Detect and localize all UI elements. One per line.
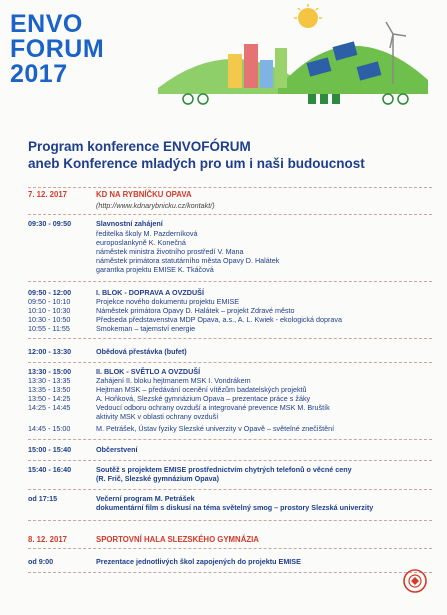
opening-speaker: ředitelka školy M. Pazderníková: [96, 229, 198, 238]
dashed-divider: [28, 572, 432, 573]
dashed-divider: [28, 548, 432, 549]
logo-line-1: ENVO: [10, 10, 83, 38]
agenda-item-text: A. Hoňková, Slezské gymnázium Opava – prezentace práce s žáky: [96, 394, 311, 403]
lunch-text: Obědová přestávka (bufet): [96, 347, 187, 356]
day2-text: Prezentace jednotlivých škol zapojených do projektu EMISE: [96, 557, 301, 566]
envoforum-logo: [10, 12, 104, 87]
block2-time: 13:30 - 15:00: [28, 367, 72, 376]
building-shape: [244, 44, 258, 88]
agenda-item-text: Zahájení II. bloku hejtmanem MSK I. Vondrákem: [96, 376, 251, 385]
opening-speaker: náměstek primátora statutárního města Opavy D. Halátek: [96, 256, 280, 265]
agenda-item-time: 13:50 - 14:25: [28, 394, 71, 403]
logo-line-3: 2017: [10, 60, 68, 88]
dashed-divider: [28, 187, 432, 188]
agenda-item-text: aktivity MSK v oblasti ochrany ovzduší: [96, 412, 219, 421]
dashed-divider: [28, 439, 432, 440]
agenda-item-text: Projekce nového dokumentu projektu EMISE: [96, 297, 240, 306]
day2-venue: SPORTOVNÍ HALA SLEZSKÉHO GYMNÁZIA: [96, 535, 259, 544]
contest-time: 15:40 - 16:40: [28, 465, 72, 474]
program-title: [28, 138, 428, 172]
dashed-divider: [28, 520, 432, 521]
building-shape: [260, 60, 273, 88]
building-shape: [228, 54, 242, 88]
evening-line-1: Večerní program M. Petrášek: [96, 494, 195, 503]
day1-link[interactable]: (http://www.kdnarybnicku.cz/kontakt/): [96, 201, 215, 210]
opening-speaker: náměstek ministra životního prostředí V. Mana: [96, 247, 244, 256]
round-seal-icon: [402, 568, 428, 594]
building-shape: [275, 48, 287, 88]
sun-icon: [298, 8, 318, 28]
opening-time: 09:30 - 09:50: [28, 219, 72, 228]
bicycle-icon: [383, 94, 393, 104]
day2-time: od 9:00: [28, 557, 54, 566]
agenda-item-time: 10:10 - 10:30: [28, 306, 71, 315]
dashed-divider: [28, 489, 432, 490]
agenda-item-text: Předseda představenstva MDP Opava, a.s., A. L. Kwiek - ekologická doprava: [96, 315, 342, 324]
bicycle-icon: [183, 94, 193, 104]
lunch-time: 12:00 - 13:30: [28, 347, 72, 356]
title-line-2: aneb Konference mladých pro um i naši budoucnost: [28, 156, 365, 171]
evening-time: od 17:15: [28, 494, 58, 503]
recycle-bin-icon: [320, 94, 328, 104]
agenda-item-time: 09:50 - 10:10: [28, 297, 71, 306]
opening-speaker: garantka projektu EMISE K. Tkáčová: [96, 265, 214, 274]
dashed-divider: [28, 362, 432, 363]
agenda-item-text: Hejtman MSK – předávání ocenění vítězům badatelských projektů: [96, 385, 307, 394]
title-line-1: Program konference ENVOFÓRUM: [28, 139, 251, 154]
contest-line-2: (R. Frič, Slezské gymnázium Opava): [96, 474, 220, 483]
dashed-divider: [28, 281, 432, 282]
dashed-divider: [28, 338, 432, 339]
day1-date: 7. 12. 2017: [28, 190, 68, 199]
evening-line-2: dokumentární film s diskusí na téma světelný smog – prostory Slezská univerzity: [96, 503, 374, 512]
agenda-item-text: Vedoucí odboru ochrany ovzduší a integrované prevence MSK M. Bruštík: [96, 403, 330, 412]
agenda-item-text: M. Petrášek, Ústav fyziky Slezské univerzity v Opavě – světelné znečištění: [96, 424, 335, 433]
contest-line-1: Soutěž s projektem EMISE prostřednictvím chytrých telefonů o věcné ceny: [96, 465, 352, 474]
agenda-item-time: 14:45 - 15:00: [28, 424, 71, 433]
agenda-item-time: 13:35 - 13:50: [28, 385, 71, 394]
day2-date: 8. 12. 2017: [28, 535, 68, 544]
recycle-bin-icon: [332, 94, 340, 104]
block1-heading: I. BLOK - DOPRAVA A OVZDUŠÍ: [96, 288, 204, 297]
agenda-item-time: 10:30 - 10:50: [28, 315, 71, 324]
agenda-item-time: 13:30 - 13:35: [28, 376, 71, 385]
logo-line-2: FORUM: [10, 35, 105, 63]
refresh-text: Občerstvení: [96, 445, 138, 454]
block2-heading: II. BLOK - SVĚTLO A OVZDUŠÍ: [96, 367, 201, 376]
eco-city-illustration: [158, 4, 442, 110]
agenda-item-text: Náměstek primátora Opavy D. Halátek – projekt Zdravé město: [96, 306, 295, 315]
refresh-time: 15:00 - 15:40: [28, 445, 72, 454]
block1-time: 09:50 - 12:00: [28, 288, 72, 297]
opening-speaker: europoslankyně K. Konečná: [96, 238, 186, 247]
agenda-item-time: 14:25 - 14:45: [28, 403, 71, 412]
day1-venue: KD NA RYBNÍČKU OPAVA: [96, 190, 192, 199]
agenda-item-time: 10:55 - 11:55: [28, 324, 70, 333]
recycle-bin-icon: [308, 94, 316, 104]
agenda-item-text: Smokeman – tajemství energie: [96, 324, 196, 333]
dashed-divider: [28, 214, 432, 215]
opening-heading: Slavnostní zahájení: [96, 219, 163, 228]
dashed-divider: [28, 460, 432, 461]
